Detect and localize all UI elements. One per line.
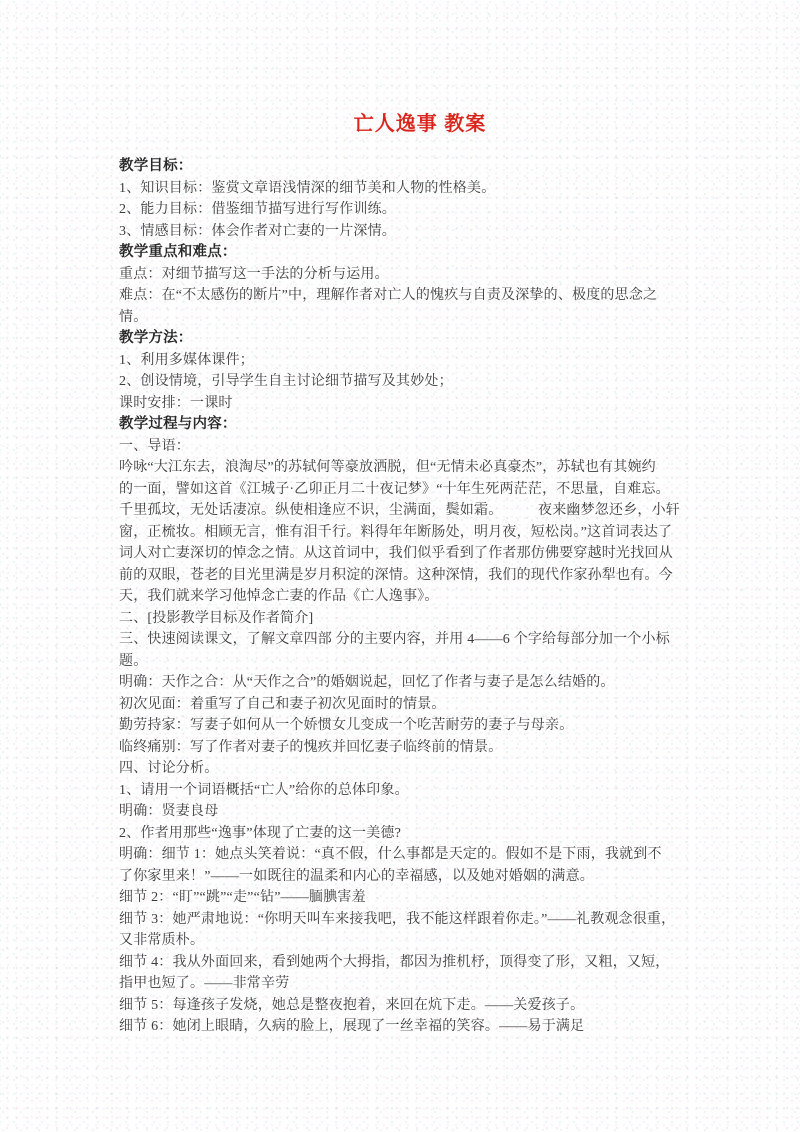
heading-line: 教学过程与内容： bbox=[119, 416, 237, 432]
text-line: 1、利用多媒体课件； bbox=[119, 352, 254, 368]
text-line: 一、导语： bbox=[119, 438, 190, 454]
text-line: 的一面，譬如这首《江城子·乙卯正月二十夜记梦》“十年生死两茫茫，不思量，自难忘。 bbox=[119, 481, 670, 497]
text-line: 三、快速阅读课文，了解文章四部 分的主要内容，并用 4——6 个字给每部分加一个小标 bbox=[119, 632, 670, 647]
text-line: 题。 bbox=[119, 653, 148, 669]
text-line: 明确：贤妻良母 bbox=[119, 804, 219, 819]
text-line: 重点：对细节描写这一手法的分析与运用。 bbox=[119, 266, 389, 282]
text-line: 前的双眼，苍老的目光里满是岁月积淀的深情。这种深情，我们的现代作家孙犁也有。今 bbox=[119, 567, 673, 583]
text-line: 细节 4：我从外面回来，看到她两个大拇指，都因为推机杼，顶得变了形，又粗，又短， bbox=[119, 954, 670, 970]
text-line: 明确：细节 1：她点头笑着说：“真不假，什么事都是天定的。假如不是下雨，我就到不 bbox=[119, 847, 662, 862]
text-line: 细节 5：每逢孩子发烧，她总是整夜抱着，来回在炕下走。——关爱孩子。 bbox=[119, 997, 585, 1013]
text-line: 明确：天作之合：从“天作之合”的婚姻说起，回忆了作者与妻子是怎么结婚的。 bbox=[119, 675, 615, 690]
text-line: 四、讨论分析。 bbox=[119, 761, 219, 776]
text-line: 1、请用一个词语概括“亡人”给你的总体印象。 bbox=[119, 782, 409, 798]
text-line: 细节 3：她严肃地说：“你明天叫车来接我吧，我不能这样跟着你走。”——礼教观念很重， bbox=[119, 911, 676, 927]
text-line: 临终痛别：写了作者对妻子的愧疚并回忆妻子临终前的情景。 bbox=[119, 739, 503, 755]
text-line: 1、知识目标：鉴赏文章语浅情深的细节美和人物的性格美。 bbox=[119, 180, 496, 196]
text-line: 2、创设情境，引导学生自主讨论细节描写及其妙处； bbox=[119, 374, 453, 389]
text-line: 课时安排：一课时 bbox=[119, 395, 233, 411]
text-line: 千里孤坟，无处话凄凉。纵使相逢应不识，尘满面，鬓如霜。 夜来幽梦忽还乡，小轩 bbox=[119, 503, 680, 518]
text-line: 吟咏“大江东去，浪淘尽”的苏轼何等豪放洒脱，但“无情未必真豪杰”，苏轼也有其婉约 bbox=[119, 460, 656, 475]
text-line: 天，我们就来学习他悼念亡妻的作品《亡人逸事》。 bbox=[119, 589, 439, 604]
text-line: 难点：在“不太感伤的断片”中，理解作者对亡人的愧疚与自责及深挚的、极度的思念之 bbox=[119, 288, 658, 303]
text-line: 细节 2：“盯”“跳”“走”“钻”——腼腆害羞 bbox=[119, 890, 366, 905]
text-line: 了你家里来！”——一如既往的温柔和内心的幸福感，以及她对婚姻的满意。 bbox=[119, 868, 595, 884]
heading-line: 教学方法： bbox=[119, 330, 193, 346]
heading-line: 教学目标： bbox=[119, 158, 193, 174]
text-line: 词人对亡妻深切的悼念之情。从这首词中，我们似乎看到了作者那仿佛要穿越时光找回从 bbox=[119, 546, 673, 561]
text-line: 指甲也短了。——非常辛劳 bbox=[119, 976, 290, 991]
text-line: 窗，正梳妆。相顾无言，惟有泪千行。料得年年断肠处，明月夜，短松岗。”这首词表达了 bbox=[119, 524, 673, 540]
text-line: 二、[投影教学目标及作者简介] bbox=[119, 610, 314, 626]
text-line: 3、情感目标：体会作者对亡妻的一片深情。 bbox=[119, 223, 396, 239]
document-title: 亡人逸事 教案 bbox=[353, 113, 487, 135]
text-line: 初次见面：着重写了自己和妻子初次见面时的情景。 bbox=[119, 696, 446, 712]
text-line: 2、能力目标：借鉴细节描写进行写作训练。 bbox=[119, 202, 396, 217]
text-line: 勤劳持家：写妻子如何从一个娇惯女儿变成一个吃苦耐劳的妻子与母亲。 bbox=[119, 718, 574, 733]
text-line: 细节 6：她闭上眼睛，久病的脸上，展现了一丝幸福的笑容。——易于满足 bbox=[119, 1019, 585, 1034]
document-body bbox=[119, 156, 695, 1038]
text-line: 又非常质朴。 bbox=[119, 933, 205, 948]
heading-line: 教学重点和难点： bbox=[119, 244, 237, 260]
text-line: 情。 bbox=[119, 309, 148, 325]
text-line: 2、作者用那些“逸事”体现了亡妻的这一美德? bbox=[119, 825, 402, 841]
